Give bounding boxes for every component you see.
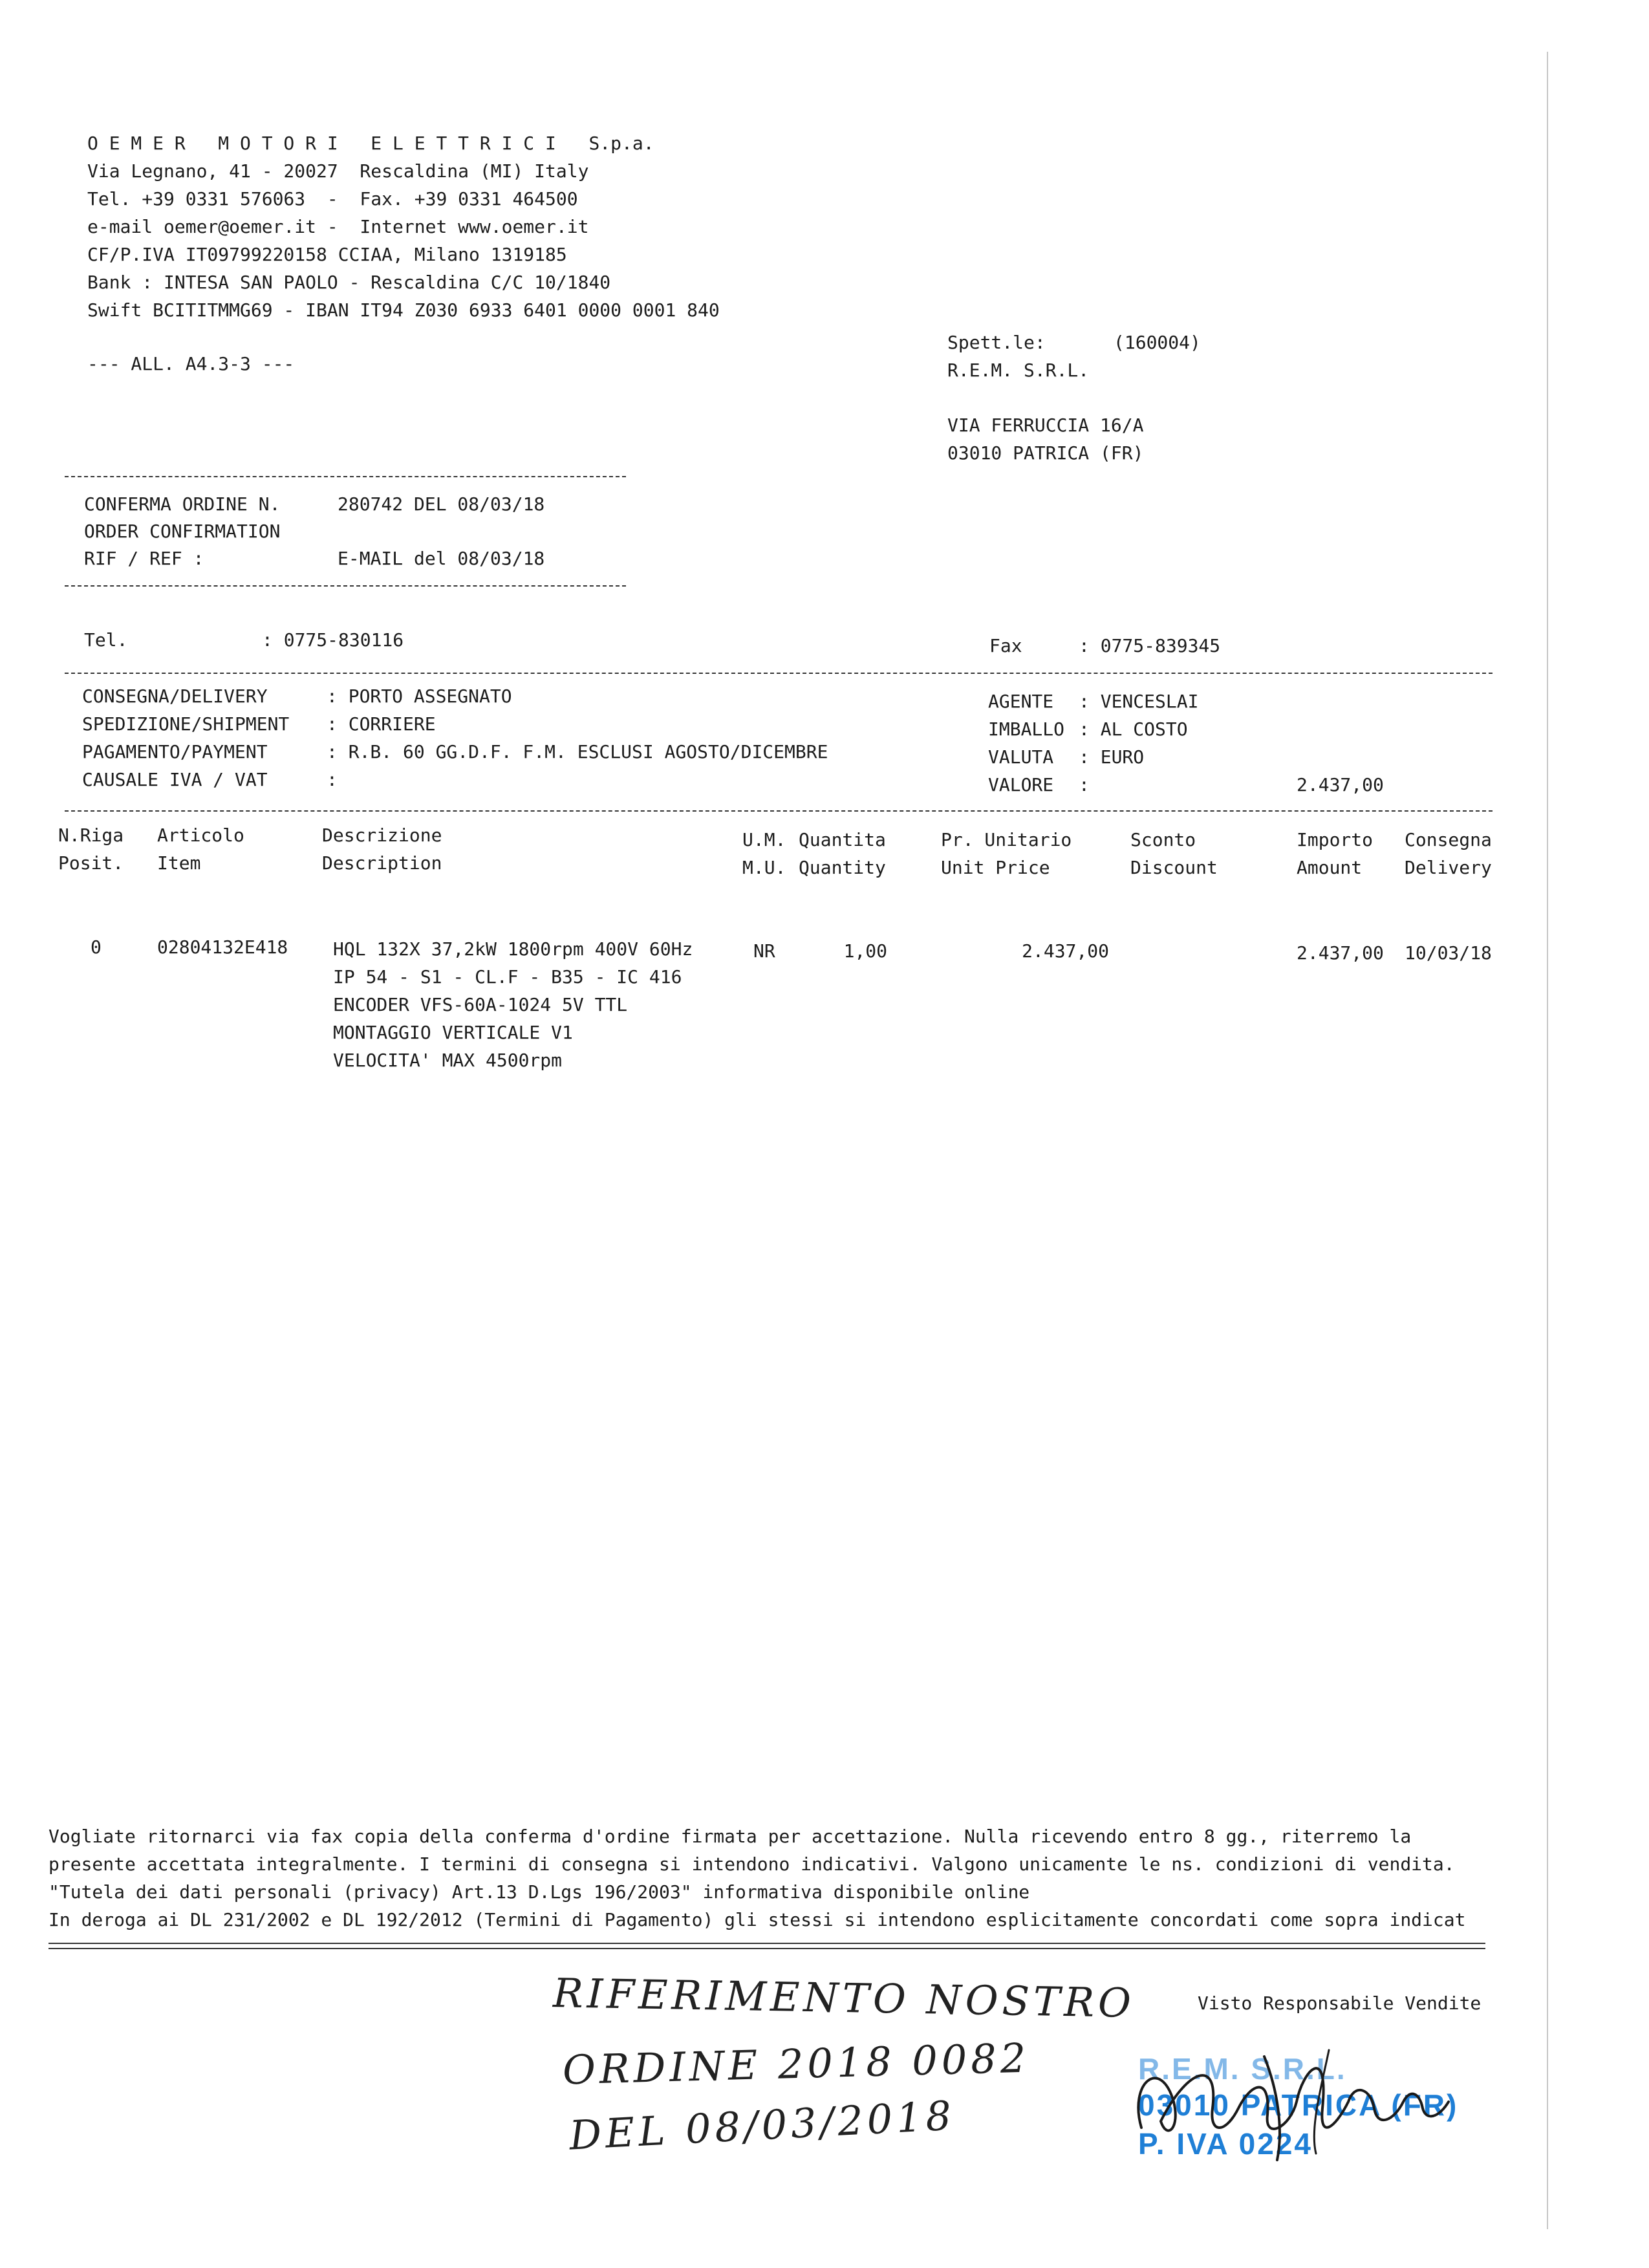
divider	[65, 673, 1493, 674]
divider	[65, 810, 1493, 812]
col-header-delivery: Consegna	[1405, 829, 1492, 850]
fax-label: Fax	[989, 635, 1022, 656]
row-description-line: MONTAGGIO VERTICALE V1	[333, 1022, 573, 1043]
term-right-label: AGENTE	[988, 691, 1054, 712]
recipient-street: VIA FERRUCCIA 16/A	[947, 415, 1144, 436]
col-header-um: U.M.	[742, 829, 786, 850]
visto-label: Visto Responsabile Vendite	[1198, 1993, 1482, 2014]
term-right-value: :	[1079, 774, 1090, 795]
stamp-line: P. IVA 0224	[1138, 2127, 1313, 2161]
divider	[65, 476, 626, 477]
term-label: CONSEGNA/DELIVERY	[82, 686, 268, 707]
row-um: NR	[753, 940, 775, 962]
term-label: CAUSALE IVA / VAT	[82, 769, 268, 790]
handwritten-line: DEL 08/03/2018	[568, 2091, 956, 2159]
fax-value: : 0775-839345	[1079, 635, 1221, 656]
term-right-value: : AL COSTO	[1079, 718, 1188, 740]
term-value: :	[327, 769, 338, 790]
row-description-line: VELOCITA' MAX 4500rpm	[333, 1050, 563, 1071]
company-vat: CF/P.IVA IT09799220158 CCIAA, Milano 1319185	[87, 244, 567, 265]
row-description-line: HQL 132X 37,2kW 1800rpm 400V 60Hz	[333, 938, 693, 960]
term-right-label: VALUTA	[988, 746, 1054, 768]
term-right-value: : VENCESLAI	[1079, 691, 1199, 712]
divider	[65, 585, 626, 587]
col-header-pos: N.Riga	[58, 825, 124, 846]
ref-value: E-MAIL del 08/03/18	[338, 548, 545, 569]
ref-label: RIF / REF :	[84, 548, 204, 569]
row-position: 0	[91, 936, 102, 958]
col-header-qty: Quantita	[799, 829, 886, 850]
stamp-line: R.E.M. S.R.L.	[1138, 2052, 1347, 2086]
company-bank: Bank : INTESA SAN PAOLO - Rescaldina C/C 10/1840	[87, 272, 611, 293]
company-address: Via Legnano, 41 - 20027 Rescaldina (MI) Italy	[87, 160, 589, 182]
term-label: SPEDIZIONE/SHIPMENT	[82, 713, 290, 735]
company-email-web: e-mail oemer@oemer.it - Internet www.oemer.it	[87, 216, 589, 237]
col-header-discount-en: Discount	[1130, 857, 1218, 878]
company-phone-fax: Tel. +39 0331 576063 - Fax. +39 0331 464500	[87, 188, 578, 210]
footer-line: presente accettata integralmente. I termini di consegna si intendono indicativi. Valgono unicamente le ns. condizioni di vendita.	[48, 1853, 1455, 1875]
order-label: CONFERMA ORDINE N.	[84, 493, 281, 515]
page-edge-line	[1547, 52, 1548, 2229]
term-value: : R.B. 60 GG.D.F. F.M. ESCLUSI AGOSTO/DICEMBRE	[327, 741, 828, 762]
signature	[1116, 2031, 1465, 2179]
total-value: 2.437,00	[1297, 774, 1384, 795]
handwritten-line: RIFERIMENTO NOSTRO	[552, 1969, 1136, 2027]
footer-line: In deroga ai DL 231/2002 e DL 192/2012 (Termini di Pagamento) gli stessi si intendono esplicitamente concordati come sopra indicat	[48, 1909, 1466, 1930]
col-header-pos-en: Posit.	[58, 852, 124, 874]
tel-label: Tel.	[84, 629, 128, 651]
order-number: 280742 DEL 08/03/18	[338, 493, 545, 515]
recipient-code: (160004)	[1114, 332, 1201, 353]
col-header-um-en: M.U.	[742, 857, 786, 878]
col-header-discount: Sconto	[1130, 829, 1196, 850]
row-delivery-date: 10/03/18	[1405, 942, 1492, 964]
row-unit-price: 2.437,00	[1022, 940, 1109, 962]
col-header-price-en: Unit Price	[941, 857, 1050, 878]
company-swift: Swift BCITITMMG69 - IBAN IT94 Z030 6933 6401 0000 0001 840	[87, 299, 720, 321]
col-header-amount: Importo	[1297, 829, 1374, 850]
term-right-label: IMBALLO	[988, 718, 1065, 740]
col-header-price: Pr. Unitario	[941, 829, 1072, 850]
footer-line: Vogliate ritornarci via fax copia della conferma d'ordine firmata per accettazione. Nulla ricevendo entro 8 gg., riterremo la	[48, 1826, 1412, 1847]
order-label-en: ORDER CONFIRMATION	[84, 521, 281, 542]
stamp-line: 03010 PATRICA (FR)	[1138, 2088, 1459, 2122]
col-header-item-en: Item	[157, 852, 201, 874]
row-amount: 2.437,00	[1297, 942, 1384, 964]
row-item-code: 02804132E418	[157, 936, 288, 958]
term-right-label: VALORE	[988, 774, 1054, 795]
tel-value: : 0775-830116	[262, 629, 404, 651]
row-quantity: 1,00	[843, 940, 887, 962]
recipient-name: R.E.M. S.R.L.	[947, 360, 1090, 381]
term-label: PAGAMENTO/PAYMENT	[82, 741, 268, 762]
attachment-code: --- ALL. A4.3-3 ---	[87, 353, 295, 374]
row-description-line: ENCODER VFS-60A-1024 5V TTL	[333, 994, 628, 1015]
col-header-item: Articolo	[157, 825, 244, 846]
col-header-delivery-en: Delivery	[1405, 857, 1492, 878]
recipient-salutation: Spett.le:	[947, 332, 1046, 353]
col-header-desc: Descrizione	[322, 825, 442, 846]
col-header-qty-en: Quantity	[799, 857, 886, 878]
row-description-line: IP 54 - S1 - CL.F - B35 - IC 416	[333, 966, 682, 988]
term-right-value: : EURO	[1079, 746, 1145, 768]
recipient-city: 03010 PATRICA (FR)	[947, 442, 1144, 464]
company-name: O E M E R M O T O R I E L E T T R I C I S.p.a.	[87, 133, 654, 154]
footer-line: "Tutela dei dati personali (privacy) Art.13 D.Lgs 196/2003" informativa disponibile online	[48, 1881, 1030, 1903]
term-value: : PORTO ASSEGNATO	[327, 686, 512, 707]
term-value: : CORRIERE	[327, 713, 436, 735]
col-header-desc-en: Description	[322, 852, 442, 874]
double-divider	[48, 1943, 1485, 1949]
handwritten-line: ORDINE 2018 0082	[562, 2034, 1031, 2094]
col-header-amount-en: Amount	[1297, 857, 1363, 878]
